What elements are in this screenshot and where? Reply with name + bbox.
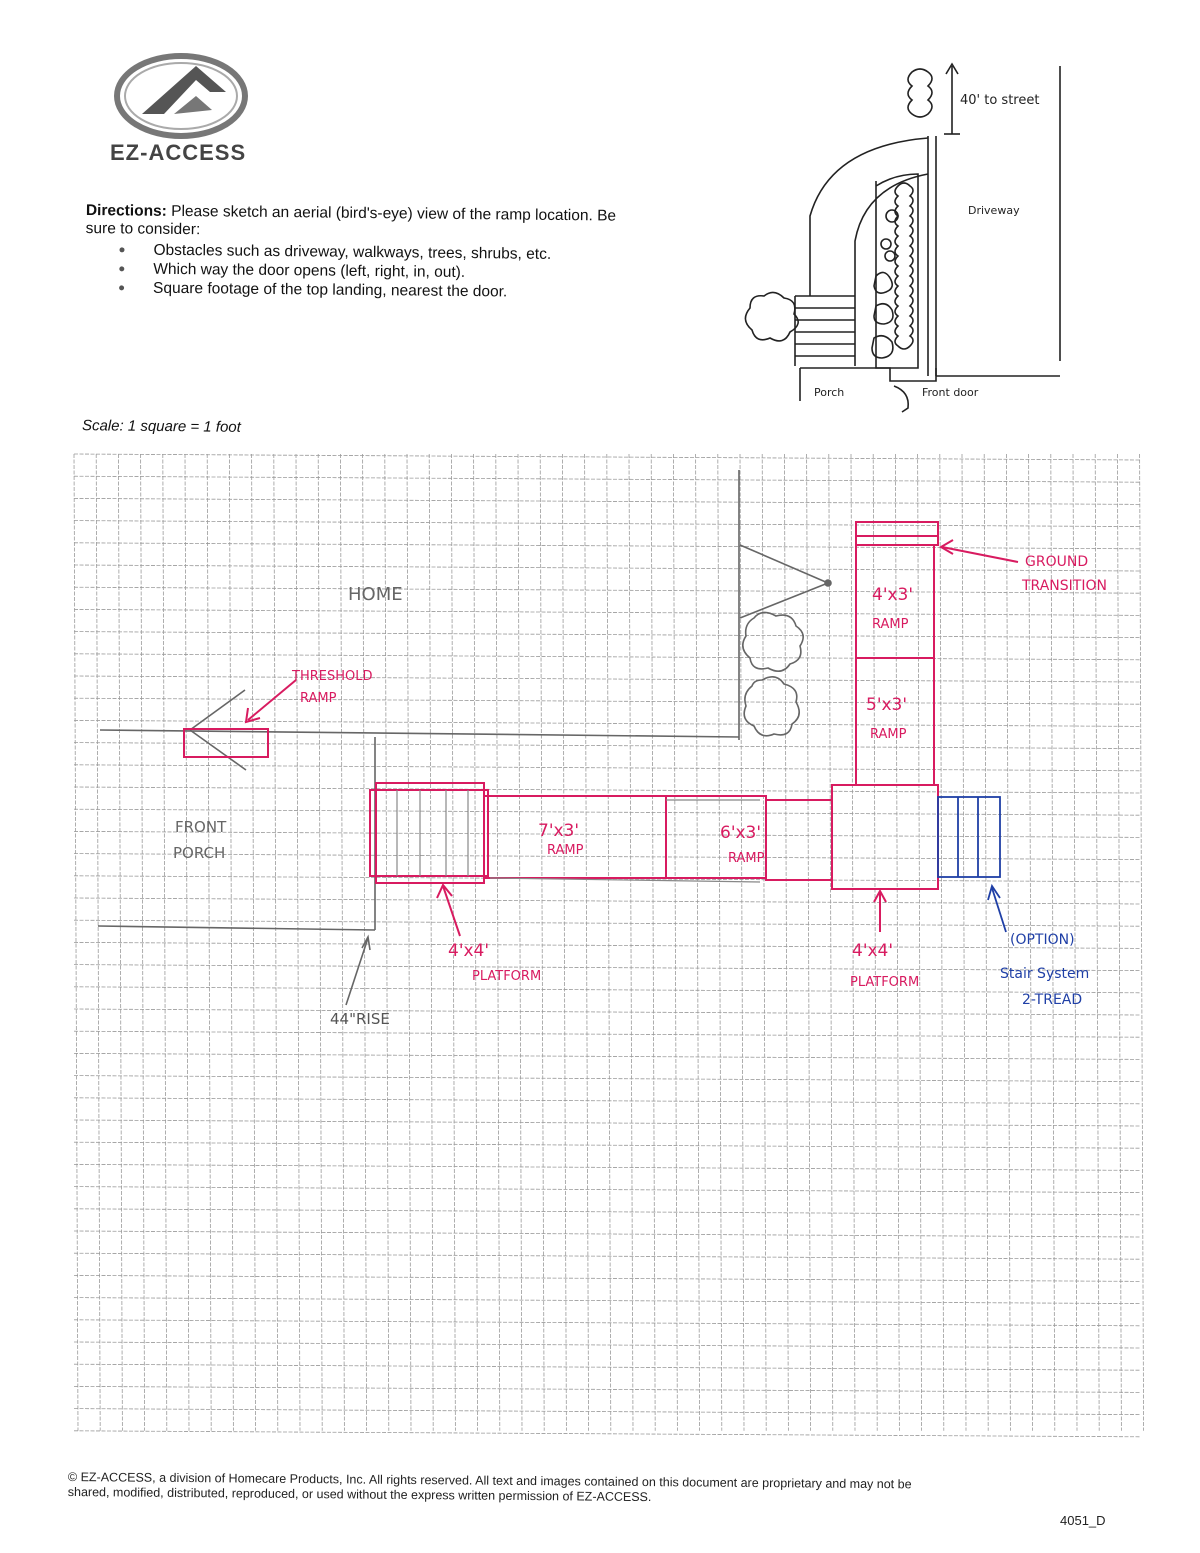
platform-left-arrow-line <box>443 886 460 936</box>
grid-line <box>74 1031 1140 1037</box>
door-line <box>740 583 828 618</box>
directions-block <box>85 202 646 303</box>
ramp-7x3-label: 7'x3' <box>538 821 580 841</box>
grid-line <box>74 942 1140 948</box>
ground-transition-label: GROUND <box>1025 554 1089 570</box>
grid-line <box>229 454 233 1431</box>
shrub-icon <box>886 210 898 222</box>
grid-line <box>74 654 1140 660</box>
example-drawing <box>680 56 1080 426</box>
grid-line <box>296 454 300 1431</box>
stair-system-option <box>938 797 1006 932</box>
grid-line <box>74 1431 1140 1437</box>
grid-line <box>74 1164 1140 1170</box>
grid-line <box>74 987 1140 993</box>
shrub-icon <box>908 69 932 117</box>
grid-line <box>540 454 544 1431</box>
grid-line <box>163 454 167 1431</box>
grid-line <box>74 1053 1140 1059</box>
platform-right-label: 4'x4' <box>852 941 894 961</box>
platform-left-label: PLATFORM <box>472 969 542 984</box>
to-street-label: 40' to street <box>960 93 1040 108</box>
option-label: Stair System <box>1000 966 1090 982</box>
grid-line <box>74 787 1140 793</box>
front-door-label: Front door <box>922 386 979 399</box>
option-label: 2-TREAD <box>1022 992 1083 1008</box>
grid-line <box>74 965 1140 971</box>
grid <box>74 454 1144 1437</box>
grid-line <box>318 454 322 1431</box>
stair-system <box>938 797 1000 877</box>
front-porch-label: FRONT <box>175 818 227 836</box>
grid-line <box>629 454 633 1431</box>
brand-name: EZ-ACCESS <box>110 140 247 165</box>
driveway-label: Driveway <box>968 204 1020 217</box>
grid-line <box>74 1142 1140 1148</box>
ramp-5x3-label: RAMP <box>870 727 907 742</box>
porch-wall <box>98 926 375 930</box>
grid-line <box>496 454 500 1431</box>
threshold-label: THRESHOLD <box>292 669 373 684</box>
threshold-label: RAMP <box>300 691 337 706</box>
grid-line <box>651 454 655 1431</box>
grid-line <box>74 1275 1140 1281</box>
grid-line <box>696 454 700 1431</box>
grid-line <box>74 587 1140 593</box>
grid-line <box>74 765 1140 771</box>
shrub-icon <box>872 336 893 358</box>
grid-line <box>74 743 1140 749</box>
threshold-arrow-line <box>248 680 296 720</box>
grid-line <box>274 454 278 1431</box>
tree-icon <box>745 292 798 340</box>
grid-line <box>762 454 766 1431</box>
platform-left-label: 4'x4' <box>448 941 490 961</box>
home-label: HOME <box>348 584 403 605</box>
grid-line <box>607 454 611 1431</box>
grid-line <box>74 1320 1140 1326</box>
grid-line <box>74 1253 1140 1259</box>
ramp-7x3-label: RAMP <box>547 843 584 858</box>
threshold-door-line <box>190 730 246 770</box>
porch-label: Porch <box>814 386 845 399</box>
grid-line <box>74 1120 1140 1126</box>
grid-line <box>918 454 922 1431</box>
grid-line <box>74 1098 1140 1104</box>
graph-paper-sketch <box>60 440 1160 1450</box>
grid-line <box>74 1386 1140 1392</box>
example-sketch <box>680 56 1080 426</box>
grid-line <box>407 454 411 1431</box>
door-line <box>740 545 828 583</box>
grid-line <box>185 454 189 1431</box>
ground-transition-label: TRANSITION <box>1022 578 1107 594</box>
grid-line <box>74 1209 1140 1215</box>
grid-line <box>673 454 677 1431</box>
grid-line <box>74 676 1140 682</box>
grid-line <box>252 454 256 1431</box>
grid-line <box>74 632 1140 638</box>
platform-right <box>832 785 938 889</box>
grid-line <box>807 454 811 1431</box>
scale-note: Scale: 1 square = 1 foot <box>81 417 241 436</box>
ez-access-logo <box>110 52 270 167</box>
grid-line <box>429 454 433 1431</box>
grid-line <box>1140 454 1144 1431</box>
ramp-4x3-label: 4'x3' <box>872 585 914 605</box>
grid-line <box>562 454 566 1431</box>
grid-line <box>74 1231 1140 1237</box>
copyright-footer: © EZ-ACCESS, a division of Homecare Products, Inc. All rights reserved. All text and images contained on this document are proprietary and may not be shared, modified, distributed, reproduced, or used without the express written permission of EZ-ACCESS. <box>67 1470 912 1505</box>
grid-line <box>1095 454 1099 1431</box>
grid-line <box>74 609 1140 615</box>
grid-line <box>518 454 522 1431</box>
ramp-5x3 <box>856 658 934 785</box>
door-swing-icon <box>894 386 908 412</box>
directions-body: Please sketch an aerial (bird's-eye) view of the ramp location. Be sure to consider: <box>85 202 617 239</box>
grid-line <box>74 809 1140 815</box>
grid-line <box>74 1364 1140 1370</box>
grid-line <box>962 454 966 1431</box>
ramp-4x3-label: RAMP <box>872 617 909 632</box>
list-item: Square footage of the top landing, nearest the door. <box>85 278 645 303</box>
ramp-5x3-label: 5'x3' <box>866 695 908 715</box>
directions-label: Directions: <box>85 202 167 220</box>
shrub-icon <box>743 612 803 671</box>
grid-line <box>940 454 944 1431</box>
option-labels <box>1000 932 1089 1008</box>
grid-line <box>984 454 988 1431</box>
shrub-icon <box>881 239 891 249</box>
ramp-6x3-label: 6'x3' <box>720 823 762 843</box>
list-item: Obstacles such as driveway, walkways, trees, shrubs, etc. <box>85 240 645 265</box>
grid-line <box>74 1187 1140 1193</box>
grid-line <box>340 454 344 1431</box>
grid-line <box>829 454 833 1431</box>
shrub-icon <box>744 677 799 736</box>
document-code: 4051_D <box>1060 1513 1106 1528</box>
grid-line <box>74 1342 1140 1348</box>
grid-line <box>740 454 744 1431</box>
threshold-door-line <box>190 690 245 730</box>
grid-line <box>74 1409 1140 1415</box>
directions-list <box>85 240 646 303</box>
directions-text <box>86 202 646 244</box>
grid-line <box>1117 454 1121 1431</box>
ramp-6x3-label: RAMP <box>728 851 765 866</box>
rise-label: 44"RISE <box>330 1010 390 1028</box>
door-hinge-icon <box>825 580 831 586</box>
shrub-icon <box>874 304 893 324</box>
grid-line <box>74 1076 1140 1082</box>
grid-line <box>74 1009 1140 1015</box>
grid-line <box>74 1298 1140 1304</box>
grid-line <box>585 454 589 1431</box>
hedge-icon <box>895 183 913 349</box>
grid-line <box>74 565 1140 571</box>
list-item: Which way the door opens (left, right, in, out). <box>85 259 645 284</box>
ramp-6x3-end <box>766 800 832 880</box>
front-porch-label: PORCH <box>173 844 226 862</box>
logo-emblem-icon <box>114 52 248 140</box>
grid-line <box>74 720 1140 726</box>
platform-right-label: PLATFORM <box>850 975 920 990</box>
grid-line <box>74 831 1140 837</box>
grid-line <box>718 454 722 1431</box>
grid-line <box>207 454 211 1431</box>
grid-line <box>74 898 1140 904</box>
option-label: (OPTION) <box>1010 932 1075 948</box>
grid-line <box>74 854 1140 860</box>
grid-line <box>74 920 1140 926</box>
shrub-icon <box>885 251 895 261</box>
